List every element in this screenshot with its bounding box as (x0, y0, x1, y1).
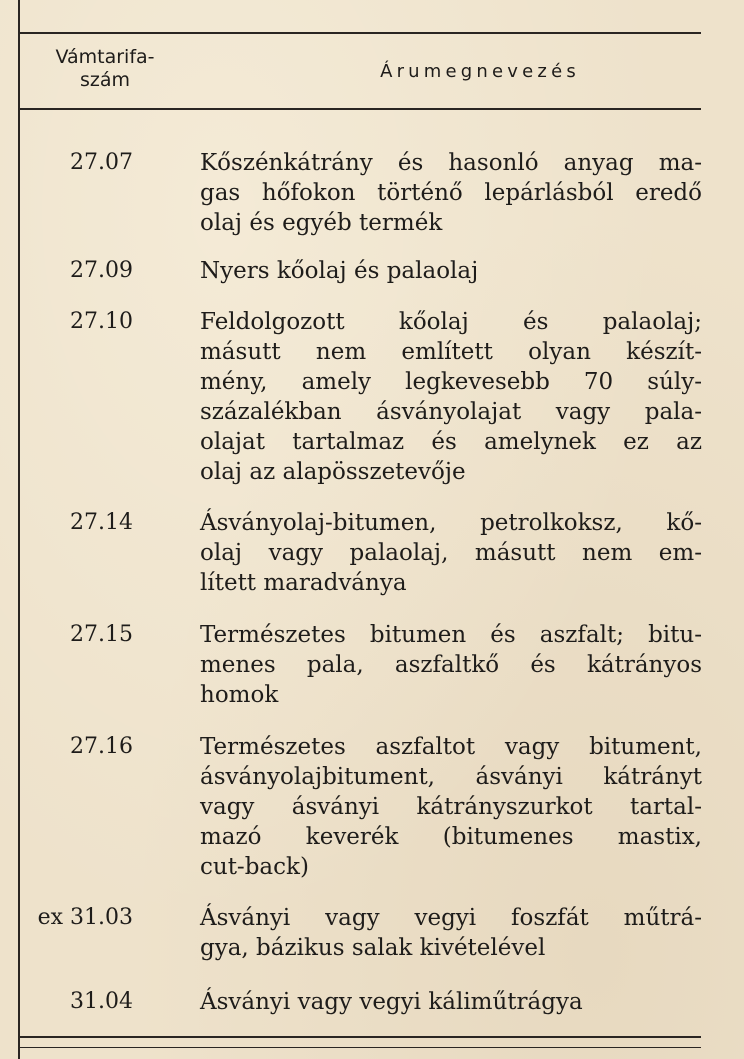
tariff-code: 27.07 (70, 150, 133, 175)
column-header-code (30, 46, 180, 92)
description-line: mazó keverék (bitumenes mastix, (200, 824, 702, 850)
description-line: ásványolajbitument, ásványi kátrányt (200, 764, 702, 790)
description-line: lített maradványa (200, 570, 407, 596)
description-line: olajat tartalmaz és amelynek ez az (200, 429, 702, 455)
goods-description (200, 508, 702, 598)
column-header-name: Árumegnevezés (380, 61, 580, 82)
column-header-code-line2: szám (79, 69, 131, 91)
description-line: cut-back) (200, 854, 309, 880)
description-line: Ásványolaj-bitumen, petrolkoksz, kő- (200, 510, 702, 536)
description-line: Természetes aszfaltot vagy bitument, (200, 734, 702, 760)
tariff-code: 27.10 (70, 309, 133, 334)
description-line: gas hőfokon történő lepárlásból eredő (200, 180, 702, 206)
tariff-code: 27.09 (70, 258, 133, 283)
description-line: olaj az alapösszetevője (200, 459, 466, 485)
description-line: olaj és egyéb termék (200, 210, 443, 236)
goods-description (200, 307, 702, 487)
table-top-rule (18, 32, 701, 34)
description-line: Természetes bitumen és aszfalt; bitu- (200, 622, 702, 648)
description-line: olaj vagy palaolaj, másutt nem em- (200, 540, 702, 566)
description-line: százalékban ásványolajat vagy pala- (200, 399, 702, 425)
header-bottom-rule (18, 108, 701, 110)
description-line: menes pala, aszfaltkő és kátrányos (200, 652, 702, 678)
tariff-code: 27.14 (70, 510, 133, 535)
table-bottom-rule (18, 1036, 701, 1038)
column-header-code-line1: Vámtarifa- (55, 46, 155, 68)
description-line: másutt nem említett olyan készít- (200, 339, 702, 365)
goods-description (200, 148, 702, 238)
tariff-code: 27.15 (70, 622, 133, 647)
description-line: Nyers kőolaj és palaolaj (200, 258, 479, 284)
description-line: Feldolgozott kőolaj és palaolaj; (200, 309, 702, 335)
goods-description (200, 620, 702, 710)
goods-description (200, 903, 702, 963)
description-line: homok (200, 682, 279, 708)
description-line: mény, amely legkevesebb 70 súly- (200, 369, 702, 395)
description-line: gya, bázikus salak kivételével (200, 935, 546, 961)
table-bottom-rule-thin (18, 1047, 701, 1048)
description-line: vagy ásványi kátrányszurkot tartal- (200, 794, 702, 820)
description-line: Kőszénkátrány és hasonló anyag ma- (200, 150, 702, 176)
goods-description (200, 256, 702, 286)
tariff-code: ex 31.03 (37, 905, 133, 930)
tariff-code: 31.04 (70, 989, 133, 1014)
goods-description (200, 732, 702, 882)
goods-description (200, 987, 702, 1017)
tariff-code: 27.16 (70, 734, 133, 759)
description-line: Ásványi vagy vegyi káliműtrágya (200, 989, 583, 1015)
description-line: Ásványi vagy vegyi foszfát műtrá- (200, 905, 702, 931)
